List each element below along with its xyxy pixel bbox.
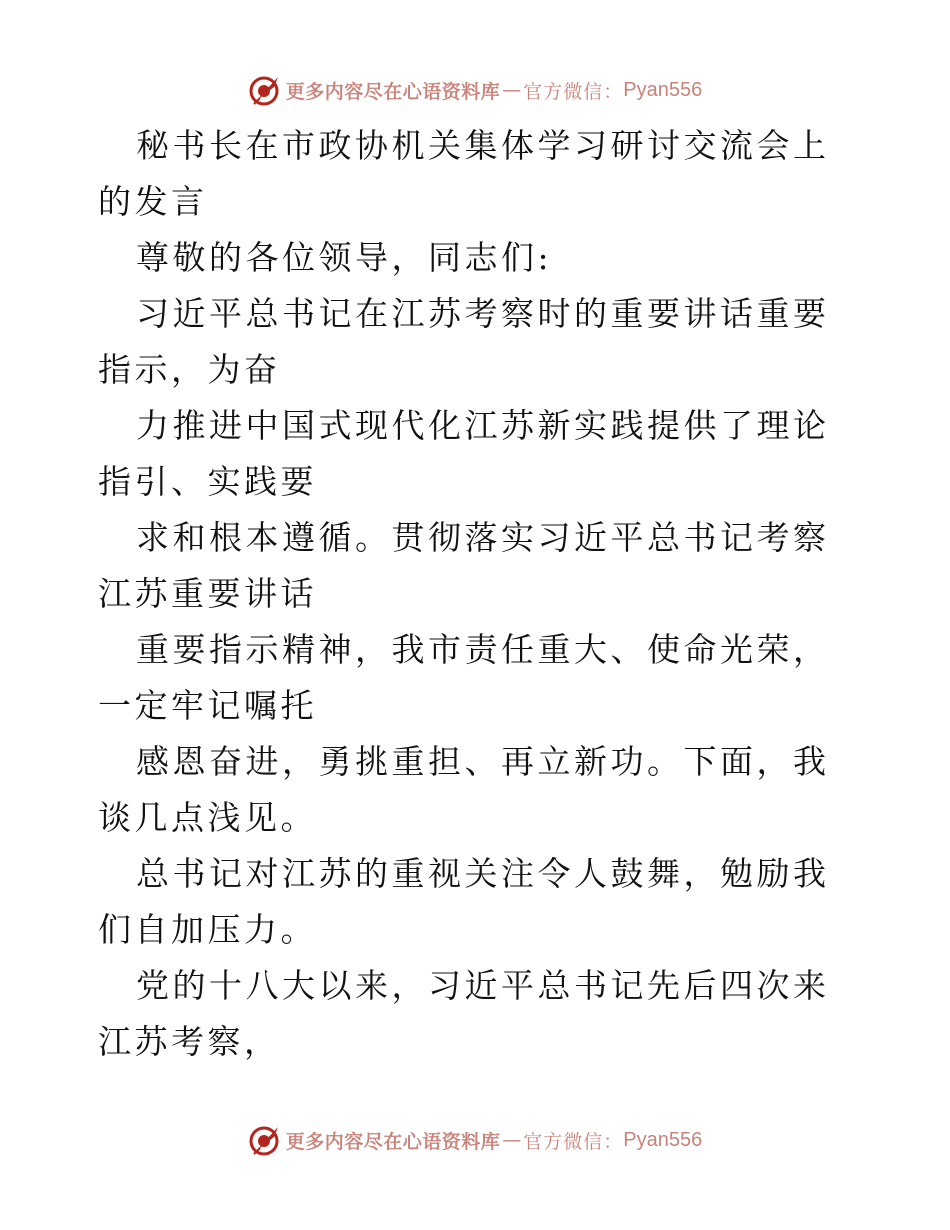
- watermark-wechat-id: Pyan556: [623, 78, 703, 101]
- doc-paragraph: 感恩奋进，勇挑重担、再立新功。下面，我谈几点浅见。: [98, 742, 830, 837]
- doc-salutation: 尊敬的各位领导，同志们:: [136, 238, 553, 277]
- doc-title: 秘书长在市政协机关集体学习研讨交流会上的发言: [98, 126, 830, 221]
- watermark-dash: —: [502, 1129, 522, 1151]
- doc-paragraph: 党的十八大以来，习近平总书记先后四次来江苏考察，: [98, 966, 830, 1061]
- watermark-main-text: 更多内容尽在心语资料库: [285, 80, 501, 103]
- quill-logo-icon: [248, 1123, 282, 1157]
- watermark-label: 官方微信：: [523, 80, 624, 103]
- watermark-dash: —: [502, 79, 522, 101]
- doc-paragraph: 力推进中国式现代化江苏新实践提供了理论指引、实践要: [98, 406, 830, 501]
- doc-paragraph: 习近平总书记在江苏考察时的重要讲话重要指示，为奋: [98, 294, 830, 389]
- watermark-main-text: 更多内容尽在心语资料库: [285, 1130, 501, 1153]
- quill-logo-icon: [248, 73, 282, 107]
- watermark-footer: [0, 1120, 950, 1160]
- doc-paragraph: 重要指示精神，我市责任重大、使命光荣，一定牢记嘱托: [98, 630, 830, 725]
- doc-paragraph: 求和根本遵循。贯彻落实习近平总书记考察江苏重要讲话: [98, 518, 830, 613]
- watermark-label: 官方微信：: [523, 1130, 624, 1153]
- document-body: [98, 118, 858, 1070]
- doc-paragraph: 总书记对江苏的重视关注令人鼓舞，勉励我们自加压力。: [98, 854, 830, 949]
- watermark-wechat-id: Pyan556: [623, 1128, 703, 1151]
- watermark-header: [0, 70, 950, 110]
